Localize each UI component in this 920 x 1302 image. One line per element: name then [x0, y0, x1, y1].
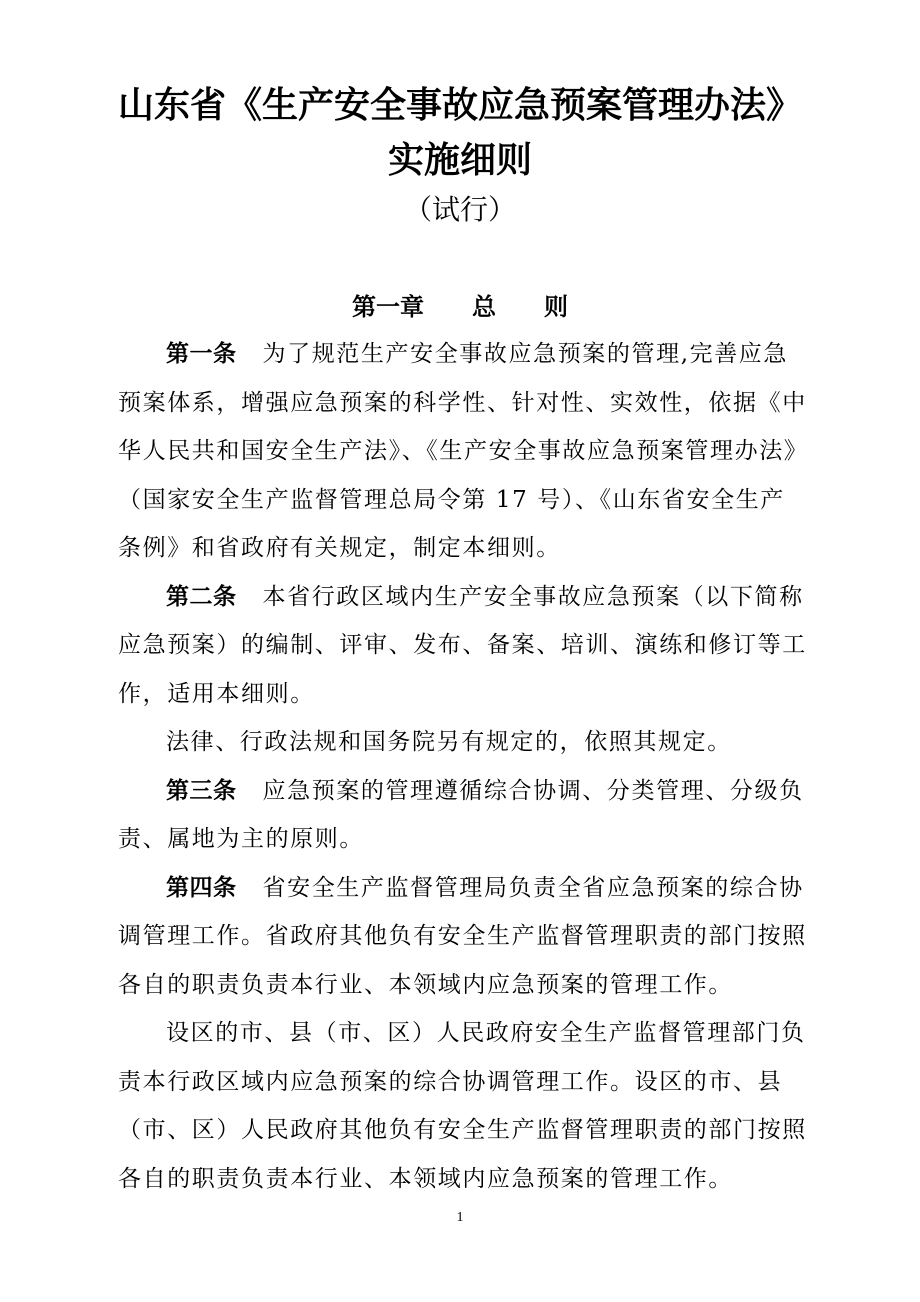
- article-label: 第二条: [166, 583, 237, 610]
- article-label: 第一条: [166, 341, 237, 367]
- article-text: 为了规范生产安全事故应急预案的管理,完善应急预案体系，增强应急预案的科学性、针对性、实效性，依据《中华人民共和国安全生产法》、《生产安全事故应急预案管理办法》（国家安全生产监督管理总局令第 17 号）、《山东省安全生产条例》和省政府有关规定，制定本细则。: [118, 341, 807, 561]
- article-2: [118, 573, 808, 719]
- article-4: [118, 864, 808, 1010]
- document-body: [118, 330, 808, 1203]
- document-title-line-2: 实施细则: [387, 140, 532, 181]
- article-text: 省安全生产监督管理局负责全省应急预案的综合协调管理工作。省政府其他负有安全生产监督管理职责的部门按照各自的职责负责本行业、本领域内应急预案的管理工作。: [118, 874, 807, 998]
- chapter-heading: 第一章 总 则: [352, 293, 568, 321]
- article-text: 法律、行政法规和国务院另有规定的，依照其规定。: [166, 729, 732, 755]
- article-2-paragraph-2: [118, 718, 808, 767]
- page-number: 1: [456, 1210, 464, 1225]
- article-label: 第三条: [166, 777, 237, 804]
- document-subtitle: （试行）: [403, 193, 516, 226]
- article-text: 本省行政区域内生产安全事故应急预案（以下简称应急预案）的编制、评审、发布、备案、培训、演练和修订等工作，适用本细则。: [118, 583, 807, 707]
- article-text: 设区的市、县（市、区）人民政府安全生产监督管理部门负责本行政区域内应急预案的综合协调管理工作。设区的市、县（市、区）人民政府其他负有安全生产监督管理职责的部门按照各自的职责负责本行业、本领域内应急预案的管理工作。: [118, 1020, 807, 1192]
- document-title-line-1: 山东省《生产安全事故应急预案管理办法》: [117, 85, 802, 126]
- article-label: 第四条: [166, 874, 237, 901]
- article-1: [118, 330, 808, 573]
- article-text: 应急预案的管理遵循综合协调、分类管理、分级负责、属地为主的原则。: [118, 777, 804, 852]
- article-4-paragraph-2: [118, 1009, 808, 1203]
- article-3: [118, 767, 808, 864]
